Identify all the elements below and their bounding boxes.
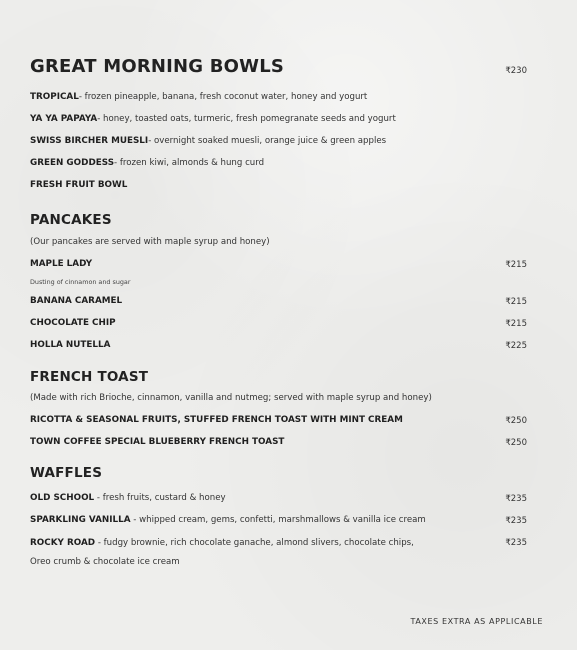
price-maple-lady: ₹215 <box>505 260 527 270</box>
item-desc: - fresh fruits, custard & honey <box>94 493 226 503</box>
menu-item-banana-caramel <box>30 296 122 306</box>
item-name: SPARKLING VANILLA <box>30 515 131 525</box>
price-banana-caramel: ₹215 <box>505 297 527 307</box>
item-name: ROCKY ROAD <box>30 538 96 548</box>
menu-item-ricotta-french-toast <box>30 415 403 425</box>
menu-item-chocolate-chip <box>30 318 116 328</box>
item-desc: - fudgy brownie, rich chocolate ganache, almond slivers, chocolate chips, <box>95 538 414 548</box>
menu-item-sparkling-vanilla <box>30 515 426 525</box>
item-name: MAPLE LADY <box>30 259 93 269</box>
item-desc-cont-rocky-road: Oreo crumb & chocolate ice cream <box>30 557 180 567</box>
menu-item-fresh-fruit-bowl <box>30 180 127 190</box>
menu-item-rocky-road <box>30 538 414 548</box>
price-rocky-road: ₹235 <box>505 538 527 548</box>
menu-item-ya-ya-papaya <box>30 114 396 124</box>
item-name: GREEN GODDESS <box>30 158 115 168</box>
taxes-footer: TAXES EXTRA AS APPLICABLE <box>410 617 543 626</box>
item-name: RICOTTA & SEASONAL FRUITS, STUFFED FRENCH TOAST WITH MINT CREAM <box>30 415 403 425</box>
menu-item-holla-nutella <box>30 340 110 350</box>
menu-item-blueberry-french-toast <box>30 437 284 447</box>
item-name: HOLLA NUTELLA <box>30 340 111 350</box>
section-note-french-toast: (Made with rich Brioche, cinnamon, vanilla and nutmeg; served with maple syrup and honey) <box>30 393 432 403</box>
item-desc: - overnight soaked muesli, orange juice & green apples <box>148 136 387 146</box>
item-name: CHOCOLATE CHIP <box>30 318 116 328</box>
item-name: FRESH FRUIT BOWL <box>30 180 128 190</box>
section-title-bowls: GREAT MORNING BOWLS <box>30 56 285 77</box>
item-name: BANANA CARAMEL <box>30 296 123 306</box>
item-desc: - frozen kiwi, almonds & hung curd <box>114 158 265 168</box>
item-name: TROPICAL <box>30 92 79 102</box>
item-desc: - frozen pineapple, banana, fresh coconut water, honey and yogurt <box>78 92 368 102</box>
menu-item-green-goddess <box>30 158 264 168</box>
menu-item-maple-lady <box>30 259 92 269</box>
item-name: YA YA PAPAYA <box>30 114 98 124</box>
menu-item-old-school <box>30 493 226 503</box>
menu-item-tropical <box>30 92 367 102</box>
section-title-waffles: WAFFLES <box>30 465 103 481</box>
menu-item-swiss-bircher-muesli <box>30 136 386 146</box>
item-name: TOWN COFFEE SPECIAL BLUEBERRY FRENCH TOAST <box>30 437 285 447</box>
item-subnote-maple-lady: Dusting of cinnamon and sugar <box>30 278 131 286</box>
item-desc: - whipped cream, gems, confetti, marshmallows & vanilla ice cream <box>130 515 426 525</box>
section-title-pancakes: PANCAKES <box>30 212 112 228</box>
item-name: SWISS BIRCHER MUESLI <box>30 136 149 146</box>
price-bowls: ₹230 <box>505 66 527 76</box>
price-ricotta-french-toast: ₹250 <box>505 416 527 426</box>
price-blueberry-french-toast: ₹250 <box>505 438 527 448</box>
price-sparkling-vanilla: ₹235 <box>505 516 527 526</box>
section-note-pancakes: (Our pancakes are served with maple syrup and honey) <box>30 237 270 247</box>
item-name: OLD SCHOOL <box>30 493 95 503</box>
section-title-french-toast: FRENCH TOAST <box>30 369 149 385</box>
price-chocolate-chip: ₹215 <box>505 319 527 329</box>
price-old-school: ₹235 <box>505 494 527 504</box>
price-holla-nutella: ₹225 <box>505 341 527 351</box>
item-desc: - honey, toasted oats, turmeric, fresh pomegranate seeds and yogurt <box>97 114 396 124</box>
